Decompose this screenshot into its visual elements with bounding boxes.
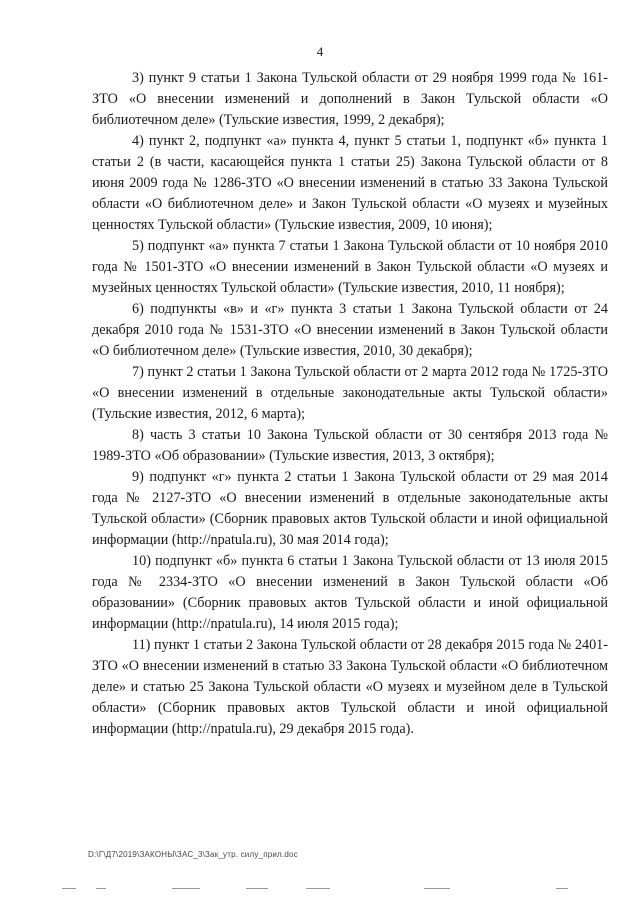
paragraph-item-5: 5) подпункт «а» пункта 7 статьи 1 Закона Тульской области от 10 ноября 2010 года № 1501-ЗТО «О внесении изменений в Закон Тульской области «О музеях и музейных ценностях Тульской области» (Тульские известия, 2010, 11 ноября); — [92, 238, 608, 296]
scan-mark — [306, 888, 330, 889]
scan-edge-marks — [0, 888, 640, 894]
scan-mark — [556, 888, 568, 889]
scan-mark — [172, 888, 200, 889]
scan-mark — [96, 888, 106, 889]
paragraph-item-10: 10) подпункт «б» пункта 6 статьи 1 Закона Тульской области от 13 июля 2015 года № 2334-ЗТО «О внесении изменений в Закон Тульской области «Об образовании» (Сборник правовых актов Тульской области и иной официальной информации (http://npatula.ru), 14 июля 2015 года); — [92, 553, 608, 632]
scan-mark — [62, 888, 76, 889]
paragraph-item-9: 9) подпункт «г» пункта 2 статьи 1 Закона Тульской области от 29 мая 2014 года № 2127-ЗТО «О внесении изменений в отдельные законодательные акты Тульской области» (Сборник правовых актов Тульской области и иной официальной информации (http://npatula.ru), 30 мая 2014 года); — [92, 469, 608, 548]
paragraph-item-6: 6) подпункты «в» и «г» пункта 3 статьи 1 Закона Тульской области от 24 декабря 2010 года № 1531-ЗТО «О внесении изменений в Закон Тульской области «О библиотечном деле» (Тульские известия, 2010, 30 декабря); — [92, 301, 608, 359]
footer-file-path: D:\Г\Д7\2019\ЗАКОНЫ\ЗАС_3\Зак_утр. силу_прил.doc — [88, 850, 298, 859]
page-number: 4 — [316, 44, 324, 59]
paragraph-item-8: 8) часть 3 статьи 10 Закона Тульской области от 30 сентября 2013 года № 1989-ЗТО «Об образовании» (Тульские известия, 2013, 3 октября); — [92, 427, 608, 464]
paragraph-item-11: 11) пункт 1 статьи 2 Закона Тульской области от 28 декабря 2015 года № 2401-ЗТО «О внесении изменений в статью 33 Закона Тульской области «О библиотечном деле» и статью 25 Закона Тульской области «О музеях и музейном деле в Тульской области» (Сборник правовых актов Тульской области и иной официальной информации (http://npatula.ru), 29 декабря 2015 года). — [92, 637, 608, 737]
scan-mark — [424, 888, 450, 889]
paragraph-item-7: 7) пункт 2 статьи 1 Закона Тульской области от 2 марта 2012 года № 1725-ЗТО «О внесении изменений в отдельные законодательные акты Тульской области» (Тульские известия, 2012, 6 марта); — [92, 364, 608, 422]
document-body — [92, 68, 608, 740]
paragraph-item-3: 3) пункт 9 статьи 1 Закона Тульской области от 29 ноября 1999 года № 161-ЗТО «О внесении изменений и дополнений в Закон Тульской области «О библиотечном деле» (Тульские известия, 1999, 2 декабря); — [92, 70, 608, 128]
paragraph-item-4: 4) пункт 2, подпункт «а» пункта 4, пункт 5 статьи 1, подпункт «б» пункта 1 статьи 2 (в части, касающейся пункта 1 статьи 25) Закона Тульской области от 8 июня 2009 года № 1286-ЗТО «О внесении изменений в статью 33 Закона Тульской области «О библиотечном деле» и Закон Тульской области «О музеях и музейных ценностях Тульской области» (Тульские известия, 2009, 10 июня); — [92, 133, 608, 233]
scan-mark — [246, 888, 268, 889]
